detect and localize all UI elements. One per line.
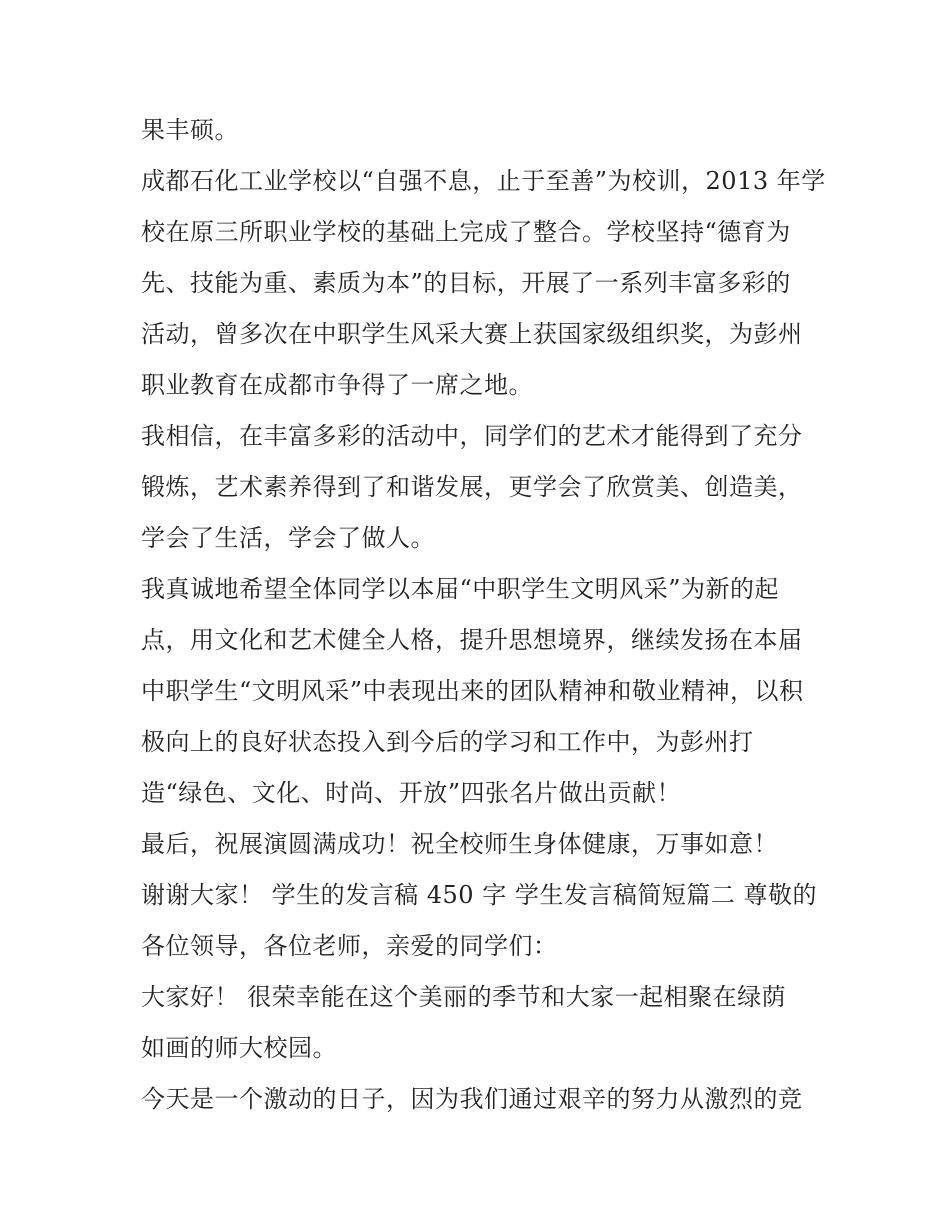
text-line: 校在原三所职业学校的基础上完成了整合。学校坚持“德育为: [141, 218, 791, 246]
text-line: 大家好！ 很荣幸能在这个美丽的季节和大家一起相聚在绿荫: [141, 983, 787, 1011]
text-line: 今天是一个激动的日子，因为我们通过艰辛的努力从激烈的竞: [141, 1085, 803, 1113]
text-line: 点，用文化和艺术健全人格，提升思想境界，继续发扬在本届: [141, 626, 803, 654]
text-line: 如画的师大校园。: [141, 1034, 337, 1062]
text-line: 最后，祝展演圆满成功！祝全校师生身体健康，万事如意！: [141, 830, 778, 858]
text-line: 我真诚地希望全体同学以本届“中职学生文明风采”为新的起: [141, 575, 780, 603]
text-line: 我相信，在丰富多彩的活动中，同学们的艺术才能得到了充分: [141, 422, 803, 450]
text-line: 造“绿色、文化、时尚、开放”四张名片做出贡献！: [141, 779, 682, 807]
text-line: 活动，曾多次在中职学生风采大赛上获国家级组织奖，为彭州: [141, 320, 803, 348]
body-text: [141, 105, 826, 1125]
text-line: 极向上的良好状态投入到今后的学习和工作中，为彭州打: [141, 728, 754, 756]
text-line: 职业教育在成都市争得了一席之地。: [141, 371, 533, 399]
text-line: 学会了生活，学会了做人。: [141, 524, 435, 552]
text-line: 成都石化工业学校以“自强不息，止于至善”为校训，2013 年学: [141, 167, 826, 195]
text-line: 中职学生“文明风采”中表现出来的团队精神和敬业精神，以积: [141, 677, 804, 705]
text-line: 各位领导，各位老师，亲爱的同学们：: [141, 932, 558, 960]
text-line: 果丰硕。: [141, 116, 239, 144]
text-line: 先、技能为重、素质为本”的目标，开展了一系列丰富多彩的: [141, 269, 791, 297]
text-line: 锻炼，艺术素养得到了和谐发展，更学会了欣赏美、创造美，: [141, 473, 803, 501]
text-line: 谢谢大家！ 学生的发言稿 450 字 学生发言稿简短篇二 尊敬的: [141, 881, 817, 909]
